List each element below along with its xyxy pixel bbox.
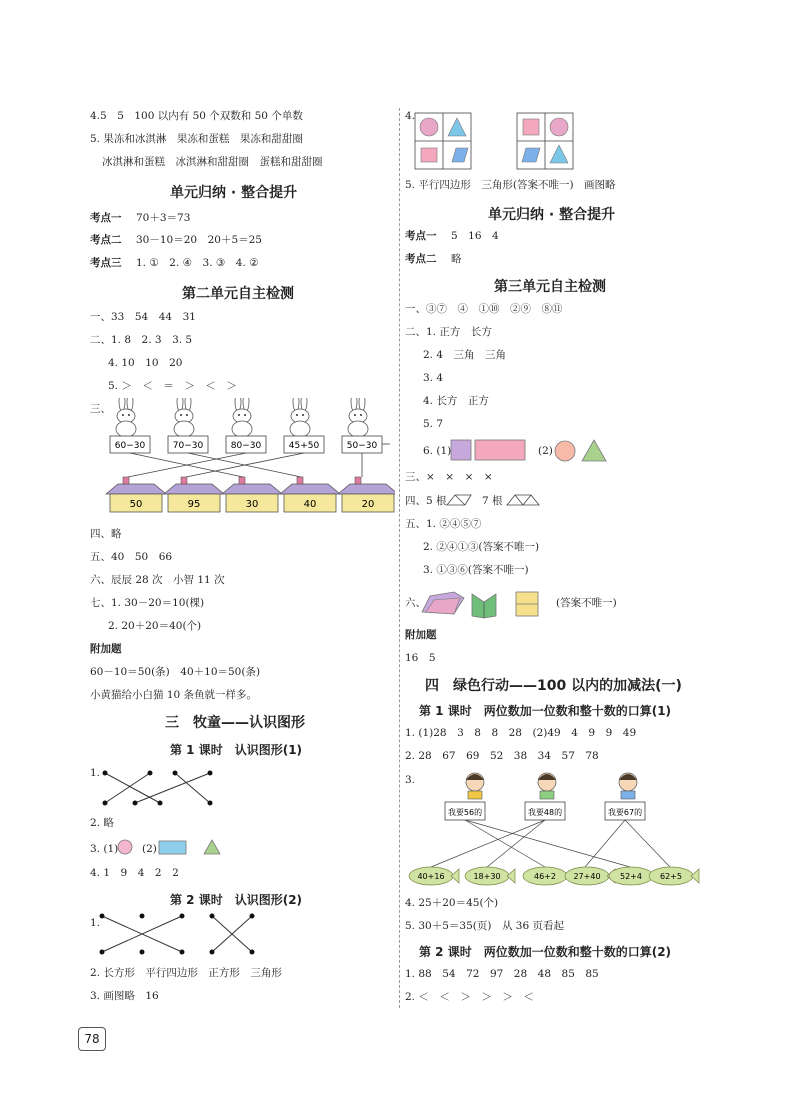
ch4-l1-q3: 3.	[405, 774, 416, 786]
u2-section2-line4: 4. 10 10 20	[108, 357, 183, 369]
left-k1-text: 70＋3＝73	[136, 212, 191, 224]
ch4-l1-q5: 5. 30＋5＝35(页) 从 36 页看起	[405, 920, 564, 932]
ch3-lesson2-title: 第 2 课时 认识图形(2)	[170, 893, 303, 907]
rabbit-card-4: 45+50	[288, 441, 320, 451]
u2-section6: 六、辰辰 28 次 小智 11 次	[90, 574, 225, 586]
ch3-l2-q3: 3. 画图略 16	[90, 990, 159, 1002]
blue-rectangle-icon	[158, 838, 188, 856]
u3-section2-line5: 5. 7	[423, 418, 444, 430]
rabbit-card-2: 70−30	[172, 441, 204, 451]
u2-section7-line1: 七、1. 30－20＝10(棵)	[90, 597, 205, 609]
speech-3: 我要67的	[607, 808, 643, 817]
u3-section5-line1: 五、1. ②④⑤⑦	[405, 518, 482, 530]
u3-section5-line2: 2. ②④①③(答案不唯一)	[423, 541, 540, 553]
ch3-lesson1-title: 第 1 课时 认识图形(1)	[170, 743, 303, 757]
child-2	[538, 773, 556, 799]
rabbit-card-1: 60−30	[114, 441, 146, 451]
right-q5: 5. 平行四边形 三角形(答案不唯一) 画图略	[405, 179, 616, 191]
ch3-l2-q2: 2. 长方形 平行四边形 正方形 三角形	[90, 967, 282, 979]
chapter3-title: 三 牧童——认识图形	[165, 715, 305, 731]
column-divider	[399, 108, 400, 1008]
fish-2: 18+30	[473, 872, 501, 881]
u3-section4a: 四、5 根	[405, 495, 447, 507]
u2-section2-line5: 5. ＞ ＜ ＝ ＞ ＜ ＞	[108, 380, 237, 392]
ch4-l2-q1: 1. 88 54 72 97 28 48 85 85	[405, 968, 599, 980]
fish-matching	[405, 770, 705, 890]
right-k2-label: 考点二	[405, 253, 437, 265]
ch4-l1-q1: 1. (1)28 3 8 8 28 (2)49 4 9 9 49	[405, 727, 637, 739]
u2-section7-line2: 2. 20＋20＝40(个)	[108, 620, 202, 632]
u2-section3-label: 三、	[90, 403, 111, 415]
right-q4: 4.	[405, 110, 416, 122]
u2-section1: 一、33 54 44 31	[90, 311, 196, 323]
u2-section5: 五、40 50 66	[90, 551, 173, 563]
ch3-l1-q3b: (2)	[142, 843, 157, 855]
u3-section1: 一、③⑦ ④ ①⑩ ②⑨ ⑧⑪	[405, 303, 563, 315]
child-3	[619, 773, 637, 799]
right-extra-title: 附加题	[405, 629, 437, 641]
right-summary-title: 单元归纳 · 整合提升	[488, 207, 616, 223]
fish-5: 52+4	[620, 872, 642, 881]
ch4-l1-q2: 2. 28 67 69 52 38 34 57 78	[405, 750, 599, 762]
right-k1-text: 5 16 4	[451, 230, 499, 242]
right-k2-text: 略	[451, 253, 462, 265]
shape-7-sticks	[505, 492, 541, 508]
fish-1: 40+16	[417, 872, 445, 881]
green-triangle-icon	[202, 838, 222, 856]
right-k1-label: 考点一	[405, 230, 437, 242]
u3-section6a: 六、	[405, 597, 426, 609]
right-extra-line1: 16 5	[405, 652, 436, 664]
left-q4: 4.5 5 100 以内有 50 个双数和 50 个单数	[90, 110, 303, 122]
rabbit-card-5: 50−30	[346, 441, 378, 451]
u3-section2-line3: 3. 4	[423, 372, 444, 384]
left-summary-title: 单元归纳 · 整合提升	[170, 185, 298, 201]
left-extra-title: 附加题	[90, 643, 122, 655]
ch3-l1-q2: 2. 略	[90, 817, 114, 829]
unit3-title: 第三单元自主检测	[494, 279, 606, 295]
u3-section2-line6b: (2)	[538, 445, 553, 457]
speech-2: 我要48的	[527, 808, 563, 817]
rabbit-5	[348, 398, 368, 437]
u3-section2-line2: 2. 4 三角 三角	[423, 349, 507, 361]
shape-5-sticks	[445, 492, 475, 508]
u3-q6-shapes	[420, 588, 550, 620]
left-k3-text: 1. ① 2. ④ 3. ③ 4. ②	[136, 257, 259, 269]
child-1	[466, 773, 484, 799]
u2-section2-line1: 二、1. 8 2. 3 3. 5	[90, 334, 193, 346]
u3-section3: 三、× × × ×	[405, 471, 493, 483]
u2-section4: 四、略	[90, 528, 122, 540]
rabbit-3	[232, 398, 252, 437]
house-label-5: 20	[361, 499, 375, 510]
fish-3: 46+2	[534, 872, 556, 881]
fish-6: 62+5	[660, 872, 682, 881]
ch3-l1-q1-lines	[100, 768, 220, 808]
u3-section2-line1: 二、1. 正方 长方	[405, 326, 492, 338]
rabbit-1	[116, 398, 136, 437]
left-k1-label: 考点一	[90, 212, 122, 224]
rabbit-4	[290, 398, 310, 437]
u3-q6-circle-triangle	[553, 438, 613, 464]
house-label-2: 95	[187, 499, 201, 510]
pink-circle-icon	[116, 838, 134, 856]
ch3-l2-q1: 1.	[90, 917, 101, 929]
ch3-l1-q1: 1.	[90, 767, 101, 779]
left-k3-label: 考点三	[90, 257, 122, 269]
left-q5-line1: 5. 果冻和冰淇淋 果冻和蛋糕 果冻和甜甜圈	[90, 133, 303, 145]
unit2-title: 第二单元自主检测	[182, 286, 294, 302]
chapter4-title: 四 绿色行动——100 以内的加减法(一)	[425, 678, 682, 694]
left-k2-label: 考点二	[90, 234, 122, 246]
u3-section4b: 7 根	[482, 495, 503, 507]
house-label-4: 40	[303, 499, 317, 510]
ch4-l1-q4: 4. 25＋20＝45(个)	[405, 897, 499, 909]
u3-section5-line3: 3. ①③⑥(答案不唯一)	[423, 564, 529, 576]
page-number: 78	[78, 1027, 106, 1051]
rabbit-card-3: 80−30	[230, 441, 262, 451]
left-extra-line2: 小黄猫给小白猫 10 条鱼就一样多。	[90, 689, 258, 701]
u3-section2-line4: 4. 长方 正方	[423, 395, 489, 407]
ch4-lesson2-title: 第 2 课时 两位数加一位数和整十数的口算(2)	[419, 945, 672, 959]
house-label-3: 30	[245, 499, 259, 510]
u3-section2-line6a: 6. (1)	[423, 445, 452, 457]
ch4-l2-q2: 2. ＜ ＜ ＞ ＞ ＞ ＜	[405, 991, 534, 1003]
left-extra-line1: 60－10＝50(条) 40＋10＝50(条)	[90, 666, 261, 678]
ch3-l1-q4: 4. 1 9 4 2 2	[90, 867, 179, 879]
left-q5-line2: 冰淇淋和蛋糕 冰淇淋和甜甜圈 蛋糕和甜甜圈	[102, 156, 323, 168]
u3-section6b: (答案不唯一)	[556, 597, 617, 609]
rabbit-house-matching	[100, 398, 395, 523]
shape-grids	[414, 112, 574, 172]
ch3-l1-q3a: 3. (1)	[90, 843, 119, 855]
house-label-1: 50	[129, 499, 143, 510]
u3-q6-rects	[450, 438, 528, 464]
speech-1: 我要56的	[447, 808, 483, 817]
fish-4: 27+40	[573, 872, 601, 881]
rabbit-2	[174, 398, 194, 437]
left-k2-text: 30－10＝20 20＋5＝25	[136, 234, 262, 246]
ch3-l2-q1-lines	[98, 912, 258, 958]
ch4-lesson1-title: 第 1 课时 两位数加一位数和整十数的口算(1)	[419, 704, 672, 718]
